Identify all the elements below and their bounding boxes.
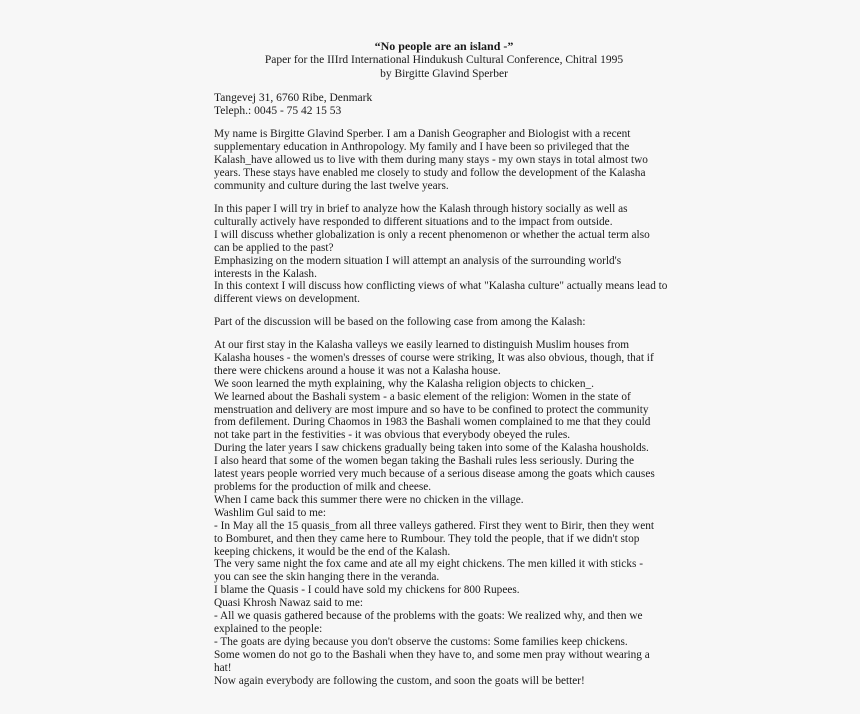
text-line: - In May all the 15 quasis_from all three valleys gathered. First they went to Birir, then they went — [214, 519, 655, 532]
paragraph-intro — [214, 128, 674, 193]
text-line: When I came back this summer there were no chicken in the village. — [214, 493, 524, 506]
text-line: Emphasizing on the modern situation I will attempt an analysis of the surrounding world's — [214, 254, 622, 267]
text-line: Washlim Gul said to me: — [214, 506, 327, 519]
text-line: In this context I will discuss how conflicting views of what "Kalasha culture" actually means lead to — [214, 280, 668, 293]
text-line: can be applied to the past? — [214, 241, 334, 254]
address-phone: Teleph.: 0045 - 75 42 15 53 — [214, 105, 342, 117]
text-line: community and culture during the last twelve years. — [214, 179, 449, 192]
text-line: We soon learned the myth explaining, why the Kalasha religion objects to chicken_. — [214, 377, 594, 390]
paragraph-case — [214, 339, 674, 687]
document-subtitle: Paper for the IIIrd International Hindukush Cultural Conference, Chitral 1995 — [264, 54, 624, 66]
text-line: there were chickens around a house it was not a Kalasha house. — [214, 364, 501, 377]
text-line: problems for the production of milk and cheese. — [214, 480, 432, 493]
text-line: I will discuss whether globalization is only a recent phenomenon or whether the actual term also — [214, 228, 650, 241]
text-line: The very same night the fox came and ate all my eight chickens. The men killed it with sticks - — [214, 558, 643, 571]
paragraph-aims — [214, 203, 674, 306]
document-title: “No people are an island -” — [374, 39, 514, 53]
text-line: from defilement. During Chaomos in 1983 the Bashali women complained to me that they could — [214, 416, 651, 429]
text-line: I blame the Quasis - I could have sold my chickens for 800 Rupees. — [214, 584, 520, 597]
text-line: interests in the Kalash. — [214, 267, 317, 280]
paragraph-case-intro — [214, 316, 674, 329]
text-line: latest years people worried very much because of a serious disease among the goats which causes — [214, 468, 655, 481]
text-line: At our first stay in the Kalasha valleys we easily learned to distinguish Muslim houses from — [214, 339, 630, 351]
author-byline: by Birgitte Glavind Sperber — [380, 68, 508, 80]
text-line: Quasi Khrosh Nawaz said to me: — [214, 597, 364, 610]
text-line: supplementary education in Anthropology. My family and I have been so privileged that the — [214, 140, 630, 153]
text-line: My name is Birgitte Glavind Sperber. I am a Danish Geographer and Biologist with a recent — [214, 128, 631, 140]
address-street: Tangevej 31, 6760 Ribe, Denmark — [214, 92, 373, 104]
text-line: In this paper I will try in brief to analyze how the Kalash through history socially as well as — [214, 203, 628, 215]
text-line: keeping chickens, it would be the end of the Kalash. — [214, 545, 451, 558]
text-line: Kalash_have allowed us to live with them during many stays - my own stays in total almost two — [214, 153, 648, 166]
text-line: not take part in the festivities - it was obvious that everybody obeyed the rules. — [214, 429, 571, 442]
text-line: I also heard that some of the women began taking the Bashali rules less seriously. During the — [214, 455, 634, 468]
text-line: you can see the skin hanging there in the veranda. — [214, 571, 440, 584]
text-line: different views on development. — [214, 293, 360, 306]
text-line: hat! — [214, 661, 232, 674]
text-line: culturally actively have responded to different situations and to the impact from outside. — [214, 215, 613, 228]
text-line: We learned about the Bashali system - a basic element of the religion: Women in the state of — [214, 390, 631, 403]
text-line: to Bomburet, and then they came here to Rumbour. They told the people, that if we didn't stop — [214, 532, 640, 545]
text-line: menstruation and delivery are most impure and so have to be confined to protect the community — [214, 403, 649, 416]
text-line: During the later years I saw chickens gradually being taken into some of the Kalasha housholds. — [214, 442, 649, 455]
text-line: - All we quasis gathered because of the problems with the goats: We realized why, and then we — [214, 610, 643, 623]
text-line: Part of the discussion will be based on the following case from among the Kalash: — [214, 316, 586, 328]
text-line: Kalasha houses - the women's dresses of course were striking, It was also obvious, though, that if — [214, 351, 654, 364]
text-line: explained to the people: — [214, 622, 323, 635]
text-line: Some women do not go to the Bashali when they have to, and some men pray without wearing a — [214, 648, 650, 661]
text-line: - The goats are dying because you don't observe the customs: Some families keep chickens. — [214, 635, 628, 648]
text-line: years. These stays have enabled me closely to study and follow the development of the Kalasha — [214, 166, 646, 179]
text-line: Now again everybody are following the custom, and soon the goats will be better! — [214, 674, 585, 687]
